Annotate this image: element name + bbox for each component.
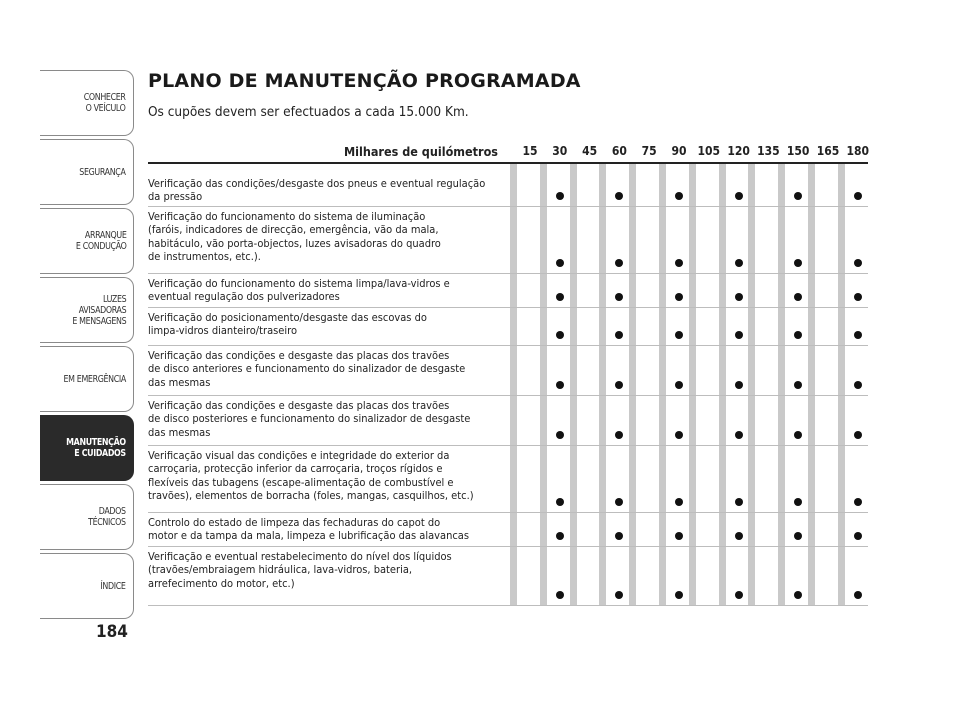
page-subtitle: Os cupões devem ser efectuados a cada 15.000 Km. [148,104,469,120]
service-check-dot [556,192,564,200]
km-column-header: 30 [552,144,568,158]
service-check-dot [675,381,683,389]
tab-label: DADOS TÉCNICOS [88,506,126,528]
km-column-header: 135 [757,144,780,158]
row-description: Verificação das condições e desgaste das placas dos travões de disco anteriores e funcionamento do sinalizador de desgaste das mesmas [148,349,466,389]
tab-dados-tecnicos[interactable] [40,484,134,550]
service-check-dot [556,331,564,339]
km-column-header: 15 [522,144,538,158]
service-check-dot [854,331,862,339]
row-description: Verificação das condições e desgaste das placas dos travões de disco posteriores e funcionamento do sinalizador de desgaste das mesmas [148,399,471,439]
service-check-dot [854,591,862,599]
service-check-dot [794,498,802,506]
service-check-dot [675,431,683,439]
table-row [148,308,868,346]
km-column-header: 165 [816,144,840,158]
row-description: Verificação das condições/desgaste dos pneus e eventual regulação da pressão [148,177,486,204]
service-check-dot [735,381,743,389]
table-row [148,274,868,308]
service-check-dot [794,431,802,439]
service-check-dot [556,532,564,540]
tab-conhecer-o-veiculo[interactable] [40,70,134,136]
tab-arranque-e-conducao[interactable] [40,208,134,274]
chapter-sidebar [40,70,135,620]
service-check-dot [854,532,862,540]
tab-label: EM EMERGÊNCIA [63,373,126,385]
table-row [148,174,868,207]
service-check-dot [675,293,683,301]
service-check-dot [615,498,623,506]
service-check-dot [675,259,683,267]
service-check-dot [615,591,623,599]
service-check-dot [615,532,623,540]
service-check-dot [794,293,802,301]
km-header-label: Milhares de quilómetros [343,144,498,159]
service-check-dot [615,431,623,439]
service-check-dot [675,192,683,200]
maintenance-table [148,140,868,606]
row-description: Verificação do funcionamento do sistema limpa/lava-vidros e eventual regulação dos pulverizadores [148,277,450,304]
service-check-dot [556,259,564,267]
tab-luzes-avisadoras[interactable] [40,277,134,343]
tab-manutencao-e-cuidados[interactable] [40,415,134,481]
service-check-dot [556,293,564,301]
service-check-dot [675,331,683,339]
km-column-header: 105 [697,144,721,158]
service-check-dot [854,498,862,506]
service-check-dot [556,431,564,439]
km-column-header: 90 [671,144,687,158]
table-row [148,346,868,396]
service-check-dot [735,192,743,200]
table-row [148,446,868,513]
km-column-header: 120 [727,144,750,158]
service-check-dot [854,431,862,439]
service-check-dot [615,381,623,389]
service-check-dot [735,431,743,439]
service-check-dot [556,591,564,599]
service-check-dot [735,331,743,339]
service-check-dot [735,591,743,599]
tab-em-emergencia[interactable] [40,346,134,412]
service-check-dot [794,259,802,267]
table-row [148,547,868,606]
service-check-dot [854,192,862,200]
service-check-dot [675,498,683,506]
service-check-dot [794,192,802,200]
service-check-dot [794,381,802,389]
row-description: Verificação visual das condições e integridade do exterior da carroçaria, protecção inferior da carroçaria, troços rígidos e flexíveis das tubagens (escape-alimentação de combustível e travões), elementos de borracha (foles, mangas, casquilhos, etc.) [148,449,474,502]
km-column-header: 180 [846,144,870,158]
service-check-dot [615,259,623,267]
service-check-dot [735,293,743,301]
tab-label: LUZES AVISADORAS E MENSAGENS [72,293,126,327]
table-row [148,207,868,274]
tab-label: ÍNDICE [100,580,126,592]
service-check-dot [675,591,683,599]
km-column-header: 60 [611,144,627,158]
service-check-dot [854,381,862,389]
tab-seguranca[interactable] [40,139,134,205]
table-row [148,396,868,446]
service-check-dot [735,498,743,506]
page-number: 184 [96,622,128,642]
table-row [148,513,868,547]
row-description: Verificação do posicionamento/desgaste das escovas do limpa-vidros dianteiro/traseiro [148,311,427,338]
tab-label: ARRANQUE E CONDUÇÃO [75,230,126,252]
service-check-dot [615,293,623,301]
row-description: Verificação do funcionamento do sistema de iluminação (faróis, indicadores de direcção, emergência, vão da mala, habitáculo, vão porta-objectos, luzes avisadoras do quadro de instrumentos, etc.). [148,210,441,263]
service-check-dot [794,532,802,540]
row-description: Verificação e eventual restabelecimento do nível dos líquidos (travões/embraiagem hidráulica, lava-vidros, bateria, arrefecimento do motor, etc.) [148,550,452,590]
service-check-dot [615,192,623,200]
km-column-header: 75 [641,144,657,158]
service-check-dot [615,331,623,339]
service-check-dot [735,532,743,540]
header-rule [148,162,868,164]
km-column-header: 150 [786,144,810,158]
tab-label: CONHECER O VEÍCULO [84,92,126,114]
tab-indice[interactable] [40,553,134,619]
service-check-dot [794,331,802,339]
service-check-dot [556,381,564,389]
tab-label: SEGURANÇA [79,166,126,178]
service-check-dot [675,532,683,540]
page-title: PLANO DE MANUTENÇÃO PROGRAMADA [148,70,581,92]
tab-label: MANUTENÇÃO E CUIDADOS [66,437,126,459]
row-description: Controlo do estado de limpeza das fechaduras do capot do motor e da tampa da mala, limpeza e lubrificação das alavancas [148,516,470,543]
service-check-dot [735,259,743,267]
service-check-dot [794,591,802,599]
service-check-dot [556,498,564,506]
service-check-dot [854,293,862,301]
service-check-dot [854,259,862,267]
km-column-header: 45 [582,144,598,158]
